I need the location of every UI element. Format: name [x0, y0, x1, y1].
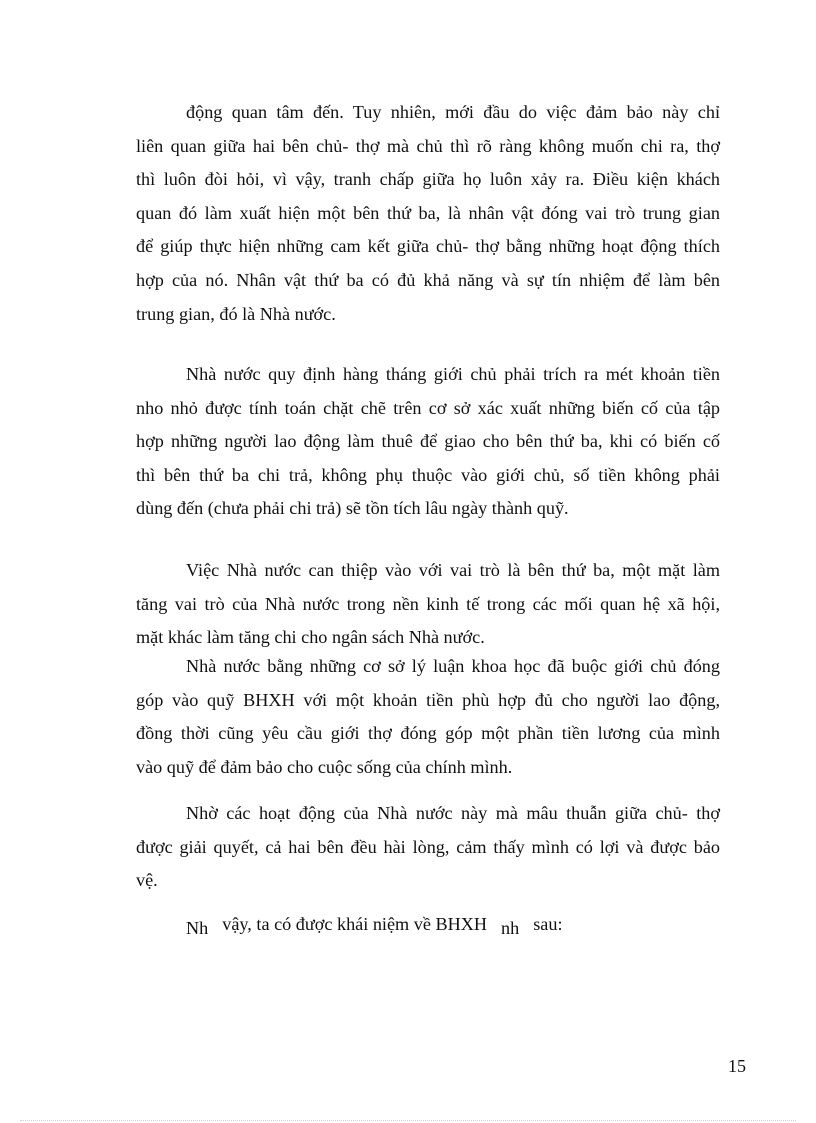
text-line: liên quan giữa hai bên chủ- thợ mà chủ thì rõ ràng không muốn chi ra, thợ [136, 135, 720, 156]
text-line: Nhà nước bằng những cơ sở lý luận khoa học đã buộc giới chủ đóng [186, 656, 720, 676]
text-line: hợp của nó. Nhân vật thứ ba có đủ khả năng và sự tín nhiệm để làm bên [136, 269, 720, 290]
text-line: quan đó làm xuất hiện một bên thứ ba, là nhân vật đóng vai trò trung gian [136, 202, 720, 223]
text-line: thì luôn đòi hỏi, vì vậy, tranh chấp giữa họ luôn xảy ra. Điều kiện khách [136, 169, 720, 190]
text-line: vệ. [136, 870, 158, 891]
page-divider [20, 1120, 796, 1121]
text-line: động quan tâm đến. Tuy nhiên, mới đầu do việc đảm bảo này chỉ [186, 102, 720, 122]
text-line: trung gian, đó là Nhà nước. [136, 303, 336, 324]
text-line: để giúp thực hiện những cam kết giữa chủ- thợ bằng những hoạt động thích [136, 236, 720, 257]
text-line: dùng đến (chưa phải chi trả) sẽ tồn tích lâu ngày thành quỹ. [136, 498, 569, 519]
word: nh [501, 918, 520, 938]
word: Nh [186, 918, 209, 938]
word: sau: [533, 914, 563, 934]
text-line: Việc Nhà nước can thiệp vào với vai trò là bên thứ ba, một mặt làm [186, 560, 720, 580]
text-line: Nhà nước quy định hàng tháng giới chủ phải trích ra mét khoản tiền [186, 364, 720, 384]
page-number: 15 [728, 1056, 746, 1076]
text-line: được giải quyết, cả hai bên đều hài lòng, cảm thấy mình có lợi và được bảo [136, 836, 720, 857]
paragraph-6 [136, 908, 720, 942]
text-line: vào quỹ để đảm bảo cho cuộc sống của chính mình. [136, 756, 513, 777]
text-line: mặt khác làm tăng chi cho ngân sách Nhà nước. [136, 627, 485, 648]
paragraph-2 [136, 358, 720, 526]
text-line: hợp những người lao động làm thuê để giao cho bên thứ ba, khi có biến cố [136, 431, 720, 452]
paragraph-4 [136, 650, 720, 784]
text-line: đồng thời cũng yêu cầu giới thợ đóng góp một phần tiền lương của mình [136, 723, 720, 744]
text-line: góp vào quỹ BHXH với một khoản tiền phù hợp đủ cho người lao động, [136, 689, 720, 710]
text-line: Nhờ các hoạt động của Nhà nước này mà mâu thuẫn giữa chủ- thợ [186, 803, 720, 823]
text-line [136, 908, 720, 942]
word: vậy, ta có được khái niệm về BHXH [222, 914, 488, 934]
text-line: nho nhỏ được tính toán chặt chẽ trên cơ sở xác xuất những biến cố của tập [136, 397, 720, 418]
text-line: thì bên thứ ba chi trả, không phụ thuộc vào giới chủ, số tiền không phải [136, 464, 720, 485]
text-line: tăng vai trò của Nhà nước trong nền kinh tế trong các mối quan hệ xã hội, [136, 593, 720, 614]
paragraph-5 [136, 797, 720, 898]
paragraph-3 [136, 554, 720, 655]
paragraph-1 [136, 96, 720, 331]
